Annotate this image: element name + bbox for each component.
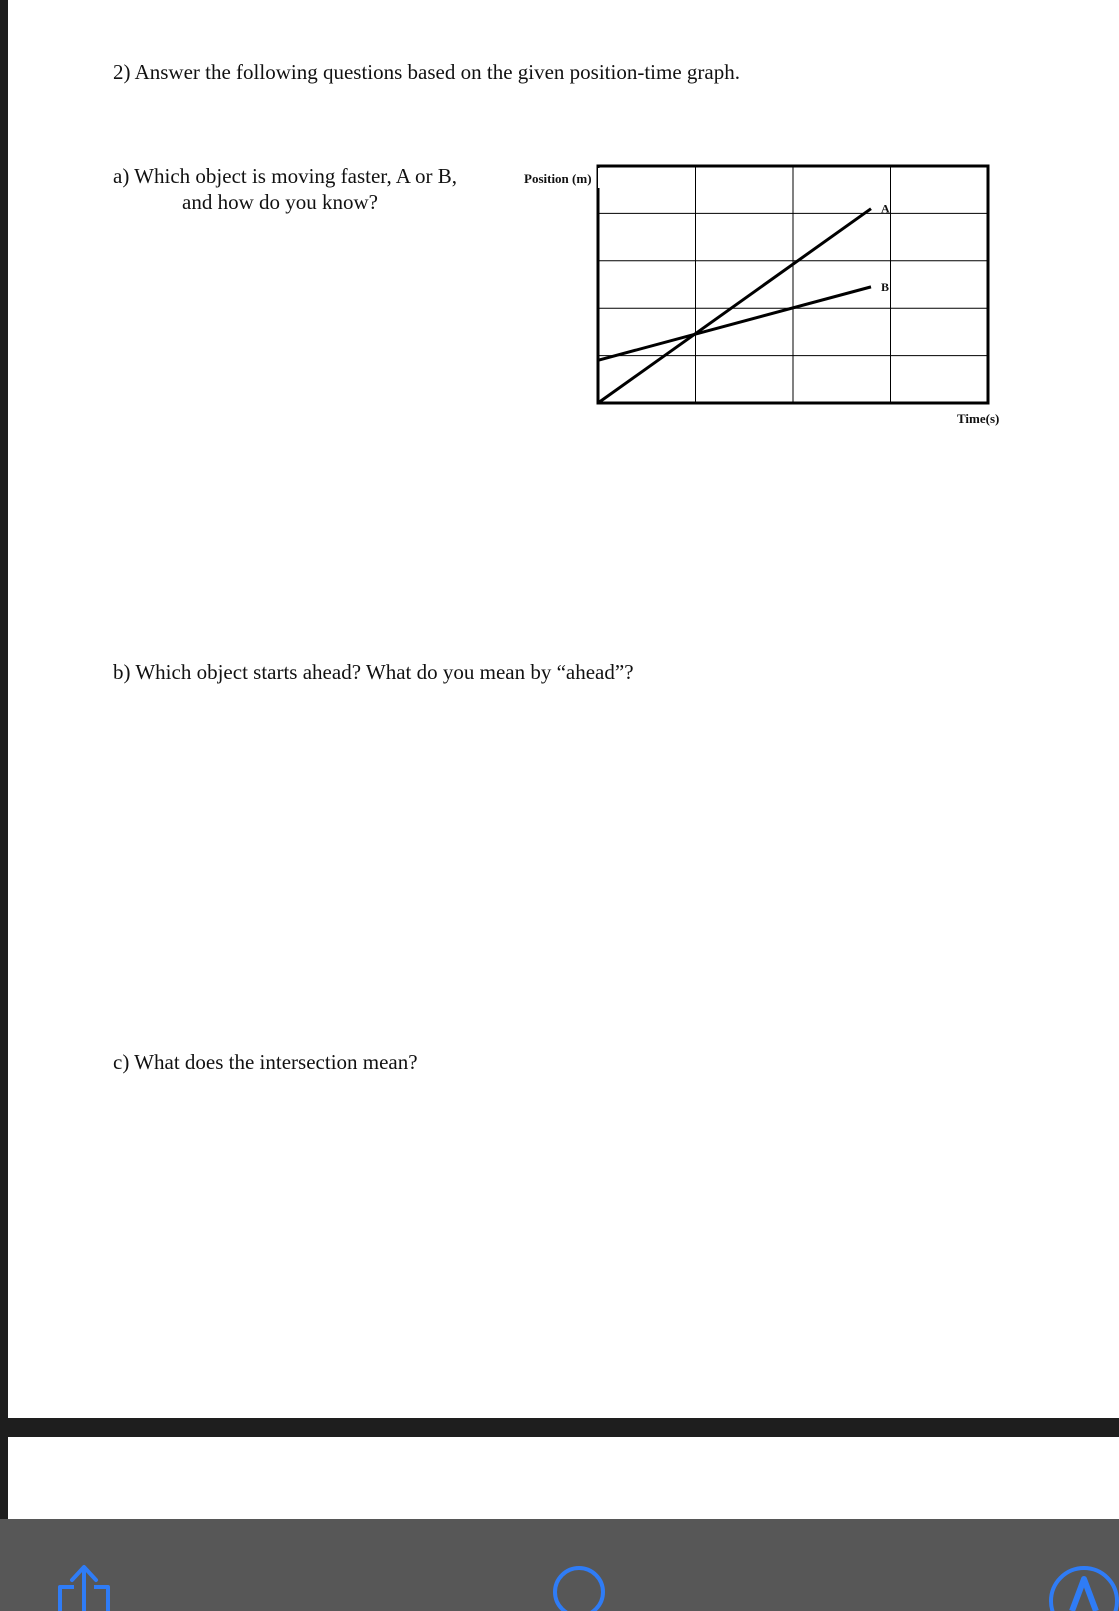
question-b: b) Which object starts ahead? What do you mean by “ahead”? [113,660,634,684]
grid [598,166,988,403]
markup-icon[interactable] [1048,1563,1119,1611]
series-label-b: B [881,279,890,294]
series-line-a [598,209,871,403]
series-line-b [598,287,871,360]
share-icon[interactable] [54,1563,114,1611]
page-separator [8,1418,1119,1437]
next-page [8,1437,1119,1519]
question-heading: 2) Answer the following questions based on the given position-time graph. [113,60,740,84]
y-axis-label: Position (m) [524,171,592,186]
question-a-line1: a) Which object is moving faster, A or B, [113,164,458,188]
circle-icon[interactable] [551,1565,607,1611]
series-label-a: A [881,201,890,216]
question-c: c) What does the intersection mean? [113,1050,418,1074]
position-time-graph [8,0,1119,460]
x-axis-label: Time(s) [957,411,1000,426]
document-page [8,0,1119,1418]
question-a-line2: and how do you know? [182,190,378,214]
bottom-toolbar [0,1519,1119,1611]
